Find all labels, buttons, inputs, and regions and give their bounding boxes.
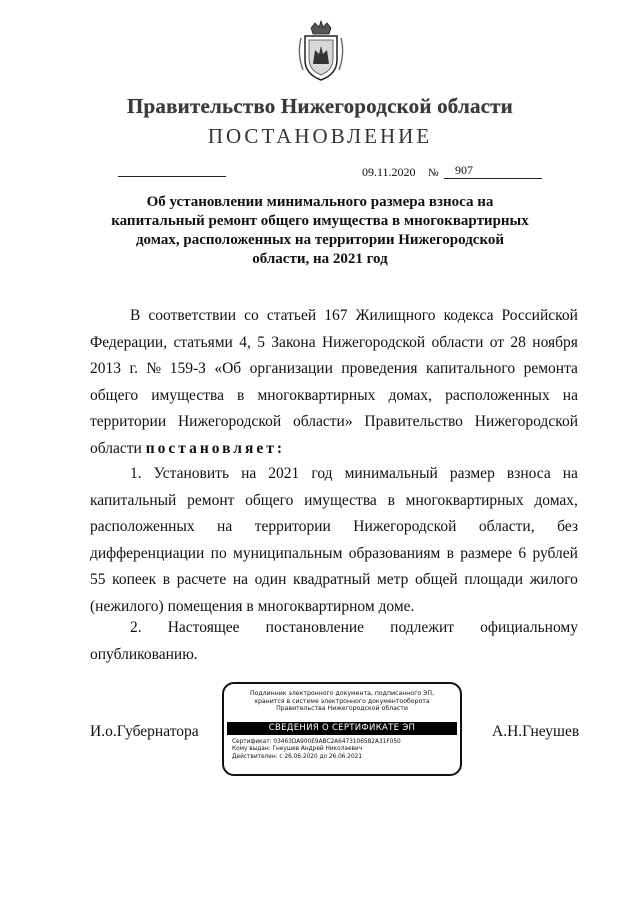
- word: «Об: [214, 360, 242, 377]
- word: г.: [129, 360, 138, 377]
- word: на: [562, 386, 578, 404]
- word: ремонт: [187, 491, 235, 509]
- electronic-signature-stamp: [222, 682, 462, 776]
- word: в: [387, 491, 395, 509]
- preamble-last-line: [90, 436, 578, 463]
- word: в: [162, 571, 171, 588]
- word: 2021: [268, 465, 300, 482]
- word: расположенных: [90, 518, 195, 535]
- word: многоквартирных: [405, 491, 524, 509]
- word: домах,: [534, 491, 578, 509]
- word: от: [489, 333, 505, 351]
- decree-word: постановляет:: [145, 439, 286, 457]
- word: Российской: [501, 307, 578, 324]
- word: постановление: [265, 619, 365, 636]
- word: многоквартирных: [257, 386, 376, 404]
- word: расположенных: [445, 386, 550, 404]
- preamble-line: [90, 356, 578, 383]
- word: капитального: [426, 360, 516, 377]
- stamp-certificate-info: [224, 739, 460, 762]
- word: размере: [460, 544, 513, 562]
- word: соответствии: [148, 307, 237, 324]
- word: №: [146, 360, 162, 377]
- word: ремонта: [523, 360, 578, 377]
- word: Нижегородской: [321, 333, 426, 351]
- blank-date-line: [118, 176, 226, 177]
- word: со: [244, 307, 259, 324]
- word: на: [241, 465, 257, 482]
- word: площади: [464, 571, 524, 588]
- word: на: [217, 518, 233, 535]
- organization-name: Правительство Нижегородской области: [127, 94, 513, 118]
- word: муниципальным: [233, 544, 343, 562]
- clause-1-last-line: (нежилого) помещения в многоквартирном доме.: [90, 597, 415, 615]
- word: метр: [376, 571, 409, 588]
- clause-1-line: [90, 461, 578, 488]
- word: проведения: [341, 360, 418, 377]
- clause-2-paragraph: [90, 615, 578, 668]
- stamp-header-line: Правительства Нижегородской области: [276, 705, 408, 713]
- preamble-line: [90, 409, 578, 436]
- preamble-last-prefix: области: [90, 439, 146, 457]
- clause-2-line: [90, 615, 578, 642]
- word: год: [311, 465, 333, 482]
- word: территории: [254, 518, 331, 535]
- stamp-certificate-bar: СВЕДЕНИЯ О СЕРТИФИКАТЕ ЭП: [227, 722, 457, 735]
- clause-1-line: [90, 541, 578, 568]
- signatory-name: А.Н.Гнеушев: [492, 723, 580, 740]
- word: один: [254, 571, 287, 588]
- word: 4,: [239, 333, 251, 351]
- word: 159-З: [169, 360, 206, 377]
- preamble-paragraph: [90, 303, 578, 462]
- stamp-validity: Действителен: с 26.06.2020 до 26.06.2021: [232, 753, 363, 760]
- word: статьей: [266, 307, 317, 324]
- stamp-header-line: хранится в системе электронного документооборота: [254, 697, 430, 705]
- word: статьями: [173, 333, 233, 351]
- word: В: [130, 307, 141, 324]
- clause-2-last-line: опубликованию.: [90, 645, 198, 663]
- word: официальному: [480, 619, 578, 636]
- word: Жилищного: [355, 307, 436, 324]
- document-title: [110, 193, 530, 269]
- clause-1-line: [90, 514, 578, 541]
- word: организации: [249, 360, 333, 377]
- word: области: [431, 333, 484, 351]
- word: на: [232, 571, 248, 588]
- word: Федерации,: [90, 333, 168, 351]
- number-label: №: [428, 167, 439, 179]
- stamp-issued-to: Кому выдан: Гнеушев Андрей Николаевич: [232, 746, 363, 753]
- word: дифференциации: [90, 544, 205, 562]
- word: ноября: [532, 333, 578, 351]
- stamp-header: [224, 690, 460, 713]
- word: подлежит: [390, 619, 455, 636]
- word: 28: [510, 333, 526, 351]
- word: территории: [90, 413, 167, 430]
- word: Установить: [153, 465, 230, 482]
- title-line: Об установлении минимального размера взноса на: [146, 194, 494, 210]
- word: 55: [90, 571, 106, 588]
- word: на: [562, 465, 578, 482]
- word: области»: [293, 413, 353, 430]
- word: образованиям: [348, 544, 441, 562]
- coat-of-arms-emblem: [295, 20, 347, 82]
- word: Правительство: [364, 413, 463, 430]
- word: 2013: [90, 360, 121, 377]
- word: Нижегородской: [353, 518, 457, 535]
- word: без: [557, 518, 578, 535]
- word: 1.: [130, 465, 142, 482]
- word: капитальный: [90, 491, 177, 509]
- title-line: области, на 2021 год: [252, 251, 388, 267]
- word: жилого: [529, 571, 578, 588]
- word: в: [446, 544, 454, 562]
- word: 5: [257, 333, 265, 351]
- word: имущества: [304, 491, 377, 509]
- word: общего: [90, 386, 139, 404]
- title-line: капитальный ремонт общего имущества в многоквартирных: [111, 213, 529, 229]
- word: минимальный: [344, 465, 438, 482]
- word: 2.: [130, 619, 142, 636]
- preamble-line: [90, 303, 578, 330]
- word: Закона: [271, 333, 316, 351]
- stamp-certificate-id: Сертификат: 03463DA900E9ABC2A6473106582A31F050: [232, 738, 401, 745]
- word: Нижегородской: [177, 413, 282, 430]
- word: Нижегородской: [474, 413, 578, 430]
- word: кодекса: [443, 307, 494, 324]
- word: 6: [518, 544, 527, 562]
- document-number: 907: [444, 163, 542, 179]
- word: расчете: [176, 571, 227, 588]
- word: имущества: [151, 386, 224, 404]
- word: по: [210, 544, 227, 562]
- clause-1-line: [90, 567, 578, 594]
- word: копеек: [112, 571, 157, 588]
- stamp-header-line: Подлинник электронного документа, подписанного ЭП,: [249, 690, 435, 697]
- document-date: 09.11.2020: [362, 165, 416, 179]
- word: размер: [449, 465, 495, 482]
- word: домах,: [388, 386, 433, 404]
- word: Настоящее: [167, 619, 240, 636]
- word: общей: [414, 571, 458, 588]
- word: области,: [478, 518, 535, 535]
- preamble-line: [90, 330, 578, 357]
- word: взноса: [506, 465, 551, 482]
- clause-1-line: [90, 488, 578, 515]
- title-line: домах, расположенных на территории Нижегородской: [135, 232, 505, 248]
- document-type: ПОСТАНОВЛЕНИЕ: [207, 124, 433, 148]
- word: квадратный: [292, 571, 371, 588]
- signatory-role: И.о.Губернатора: [90, 723, 199, 740]
- word: общего: [245, 491, 294, 509]
- preamble-line: [90, 383, 578, 410]
- word: в: [237, 386, 245, 404]
- word: 167: [324, 307, 348, 324]
- clause-1-paragraph: [90, 461, 578, 620]
- word: рублей: [532, 544, 578, 562]
